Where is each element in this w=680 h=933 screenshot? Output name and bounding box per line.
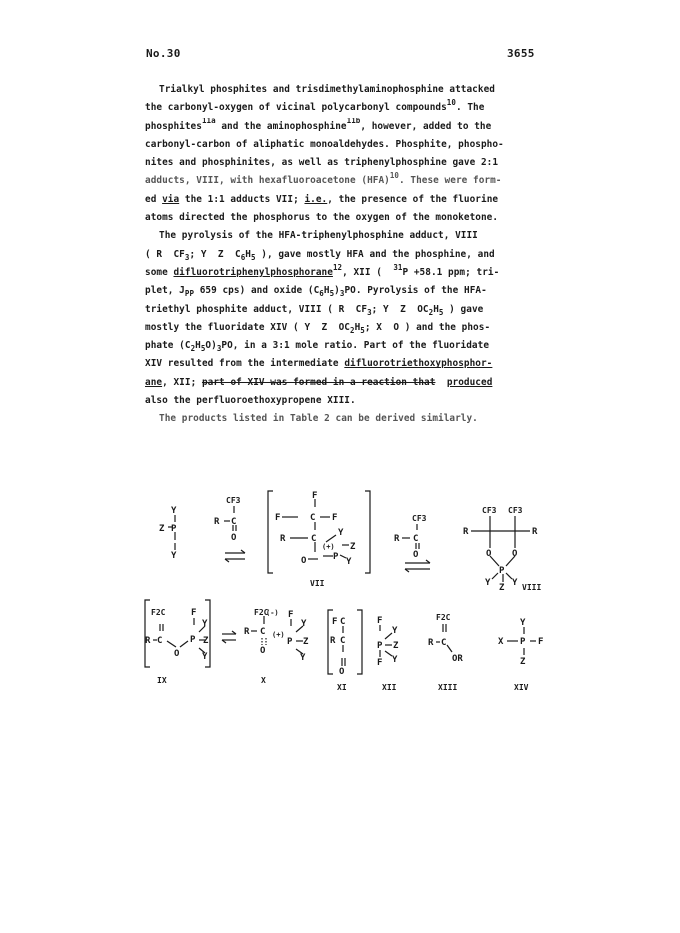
text-run: . These were form- [399,175,502,187]
superscript: 10 [389,172,399,181]
group-f2c: F2C [151,608,166,617]
text-run: mostly the fluoridate XIV ( Y Z OC [145,321,350,333]
atom-f: F [377,658,383,668]
text-run: some [145,266,174,278]
atom-o: O [339,667,345,677]
atom-y: Y [392,655,398,665]
subscript: 5 [250,252,256,262]
atom-f: F [332,513,338,523]
text-run: , the presence of the fluorine [327,193,499,205]
atom-y: Y [485,578,491,588]
atom-z: Z [499,583,505,593]
text-run: The pyrolysis of the HFA-triphenylphosphine adduct, VIII [159,230,478,242]
compound-label-viii: VIII [522,583,542,592]
text-run: ; X O ) and the phos- [364,321,491,333]
compound-label-xiii: XIII [438,683,458,692]
text-run: carbonyl-carbon of aliphatic monoaldehydes. Phosphite, phospho- [145,138,504,150]
compound-label-xi: XI [337,683,347,692]
atom-f: F [332,617,338,627]
subscript: 2 [190,344,196,354]
atom-x: X [498,637,504,647]
atom-o: O [231,533,237,543]
atom-o: O [413,550,419,560]
atom-r: R [214,517,220,527]
atom-y: Y [520,618,526,628]
atom-p: P [520,637,526,647]
atom-y: Y [301,619,307,629]
atom-c: C [311,534,317,544]
compound-label-xiv: XIV [514,683,529,692]
atom-z: Z [303,637,309,647]
atom-o: O [486,549,492,559]
text-run: P +58.1 ppm; tri- [402,266,500,278]
atom-o: O [512,549,518,559]
text-run: phate (C [145,340,191,352]
atom-z: Z [159,524,165,534]
subscript: 3 [184,252,190,262]
subscript: PP [184,289,195,299]
atom-r: R [280,534,286,544]
atom-z: Z [393,641,399,651]
subscript: 5 [438,307,444,317]
group-cf3: CF3 [412,514,427,523]
atom-f: F [377,616,383,626]
atom-p: P [287,637,293,647]
text-run: the 1:1 adducts VII; [179,193,305,205]
atom-f: F [191,608,197,618]
atom-p: P [171,524,177,534]
subscript: 5 [329,289,335,299]
text-run: Trialkyl phosphites and trisdimethylaminophosphine attacked [159,84,495,95]
text-run: phosphites [145,120,202,132]
charge-plus: (+) [322,543,335,551]
atom-r: R [394,534,400,544]
atom-c: C [413,534,419,544]
group-cf3: CF3 [226,496,241,505]
text-run: . The [455,102,485,114]
text-run: ( R CF [145,248,185,260]
compound-label-x: X [261,676,266,685]
group-f2c: F2C [254,608,269,617]
superscript: 11a [201,117,216,126]
atom-p: P [499,566,505,576]
atom-r: R [532,527,538,537]
text-run: , XII ( [342,266,394,278]
atom-p: P [377,641,383,651]
atom-z: Z [203,636,209,646]
group-or: OR [452,654,463,664]
atom-c: C [310,513,316,523]
text-run: H [433,303,439,315]
compound-label-xii: XII [382,683,397,692]
group-cf3: CF3 [482,506,497,515]
text-run: difluorotriethoxyphosphor- [344,358,493,370]
subscript: 5 [360,325,365,335]
atom-y: Y [338,528,344,538]
atom-y: Y [512,578,518,588]
text-run: , XII; [162,376,202,388]
atom-c: C [441,638,447,648]
superscript: 31 [393,263,403,272]
atom-c: C [231,517,237,527]
text-run: H [323,285,330,297]
atom-y: Y [346,557,352,567]
text-run: PO, in a 3:1 mole ratio. Part of the fluoridate [221,340,490,352]
atom-f: F [288,610,294,620]
text-run: ; Y Z C [189,248,241,260]
text-run: part of XIV was formed in a reaction that [201,376,436,388]
group-cf3: CF3 [508,506,523,515]
atom-c: C [340,636,346,646]
subscript: 3 [216,344,222,354]
subscript: 6 [319,289,324,299]
subscript: 2 [428,307,434,317]
atom-y: Y [392,626,398,636]
subscript: 3 [367,307,372,317]
atom-z: Z [520,657,526,667]
atom-f: F [275,513,281,523]
text-run: 659 cps) and oxide (C [194,285,320,297]
compound-label-ix: IX [157,676,167,685]
atom-o: O [174,649,180,659]
text-run: PO. Pyrolysis of the HFA- [344,285,487,297]
atom-y: Y [202,619,208,629]
text-run: H [195,340,201,352]
text-run: plet, J [145,285,185,297]
atom-r: R [244,627,250,637]
compound-label-vii: VII [310,579,325,588]
text-run: ane [145,376,163,388]
atom-f: F [312,491,318,501]
text-run: ) [334,285,340,297]
subscript: 3 [339,289,345,299]
text-run: also the perfluoroethoxypropene XIII. [145,395,356,407]
text-run: H [354,321,361,333]
group-f2c: F2C [436,613,451,622]
text-run: produced [446,376,493,388]
text-run: i.e. [304,193,328,205]
text-run: ed [145,193,163,205]
text-run: triethyl phosphite adduct, VIII ( R CF [145,303,368,315]
atom-o: O [260,646,266,656]
text-run: ) gave [443,303,484,315]
text-run: adducts, VIII, with hexafluoroacetone (HFA) [145,175,390,187]
atom-p: P [190,635,196,645]
page-number: 3655 [507,47,535,60]
superscript: 10 [446,99,456,108]
superscript: 12 [332,263,343,272]
text-run: and the aminophosphine [215,120,347,132]
text-run: the carbonyl-oxygen of vicinal polycarbonyl compounds [145,102,447,114]
subscript: 2 [350,325,355,335]
atom-o: O [301,556,307,566]
atom-c: C [260,627,266,637]
text-run: ), gave mostly HFA and the phosphine, and [255,248,495,260]
text-run: XIV resulted from the intermediate [145,358,345,370]
atom-r: R [145,636,151,646]
atom-r: R [428,638,434,648]
atom-f: F [538,637,544,647]
text-run: via [162,193,180,205]
atom-y: Y [171,551,177,561]
text-run: atoms directed the phosphorus to the oxygen of the monoketone. [145,212,499,224]
text-run: ; Y Z OC [371,303,429,315]
atom-r: R [463,527,469,537]
superscript: 11b [346,117,361,126]
text-run: H [245,248,251,260]
atom-c: C [340,617,346,627]
atom-y: Y [300,653,306,663]
atom-z: Z [350,542,356,552]
atom-y: Y [202,652,208,662]
charge-minus: (-) [266,609,279,617]
text-run: , however, added to the [360,120,492,132]
text-run: nites and phosphinites, as well as triphenylphosphine gave 2:1 [145,157,499,169]
atom-p: P [333,552,339,562]
charge-plus: (+) [272,631,285,639]
atom-c: C [157,636,163,646]
text-run: difluorotriphenylphosphorane [173,266,333,278]
atom-y: Y [171,506,177,516]
atom-r: R [330,636,336,646]
journal-issue: No.30 [146,47,181,60]
subscript: 6 [240,252,246,262]
text-run: O) [205,340,217,352]
text-run: The products listed in Table 2 can be derived similarly. [159,413,478,425]
subscript: 5 [200,344,206,354]
